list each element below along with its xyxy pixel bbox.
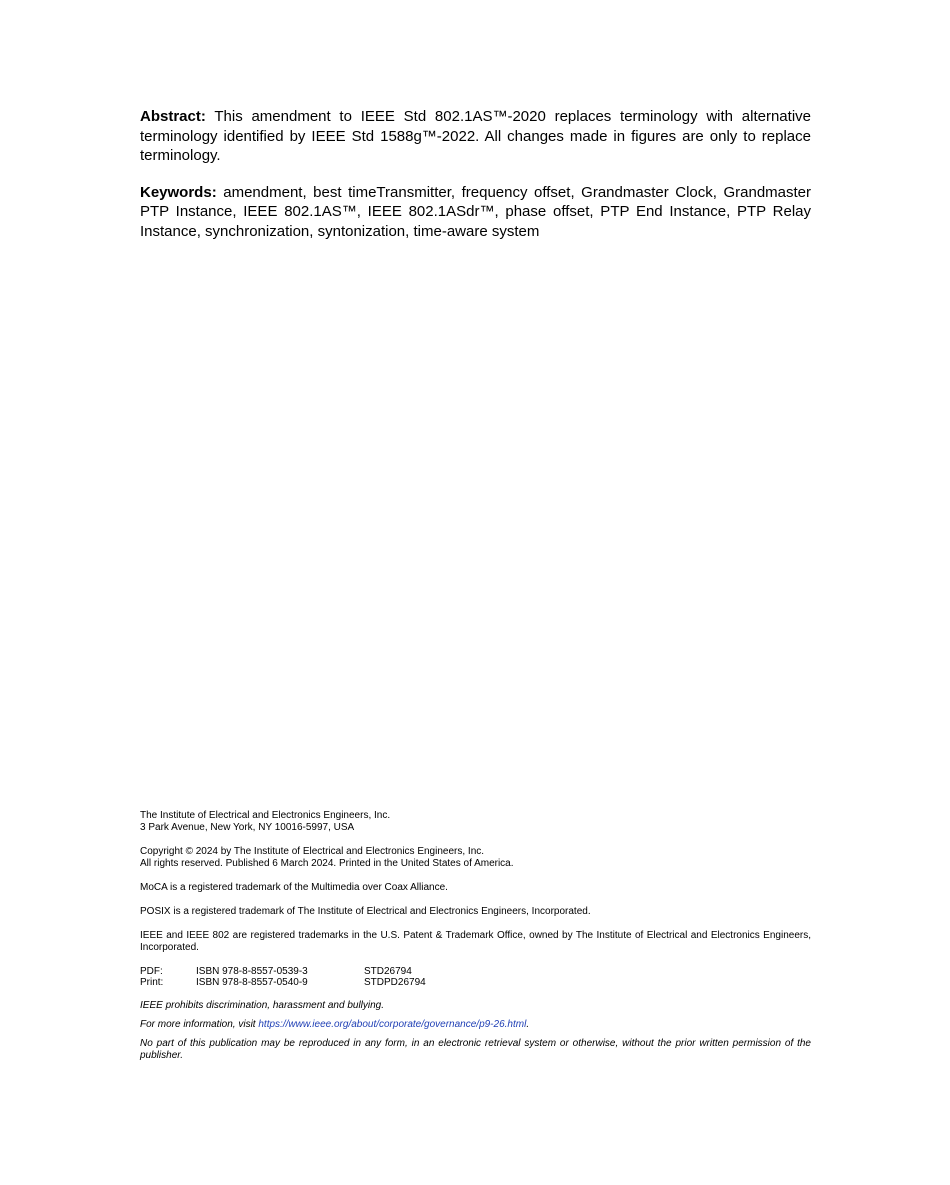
isbn-format: PDF: [140,966,163,977]
publisher-address: 3 Park Avenue, New York, NY 10016-5997, USA [140,822,355,833]
keywords-paragraph [140,183,811,242]
governance-link[interactable]: https://www.ieee.org/about/corporate/governance/p9-26.html [258,1019,527,1030]
legal-notices-section [140,810,811,1074]
abstract-label: Abstract: [140,108,206,125]
publisher-name: The Institute of Electrical and Electronics Engineers, Inc. [140,810,391,821]
trademark-ieee: IEEE and IEEE 802 are registered trademarks in the U.S. Patent & Trademark Office, owned by The Institute of Electrical and Electronics Engineers, Incorporated. [140,930,811,953]
isbn-std-number: STDPD26794 [364,977,426,988]
publisher-info [140,810,811,834]
reproduction-notice: No part of this publication may be reproduced in any form, in an electronic retrieval system or otherwise, without the prior written permission of the publisher. [140,1038,811,1061]
more-info-prefix: For more information, visit [140,1019,259,1030]
trademark-posix: POSIX is a registered trademark of The Institute of Electrical and Electronics Engineers, Incorporated. [140,906,591,917]
isbn-table [140,966,426,988]
keywords-label: Keywords: [140,183,217,201]
isbn-number: ISBN 978-8-8557-0540-9 [196,977,308,988]
trademark-moca: MoCA is a registered trademark of the Multimedia over Coax Alliance. [140,882,448,893]
isbn-number: ISBN 978-8-8557-0539-3 [196,966,308,977]
abstract-text: This amendment to IEEE Std 802.1AS™-2020 replaces terminology with alternative terminology identified by IEEE Std 1588g™-2022. All changes made in figures are only to replace terminology. [140,108,811,164]
isbn-std-number: STD26794 [364,966,412,977]
more-info-notice [140,1019,811,1031]
isbn-format: Print: [140,977,164,988]
more-info-suffix: . [526,1019,530,1030]
copyright-line-2: All rights reserved. Published 6 March 2024. Printed in the United States of America. [140,858,514,869]
keywords-text: amendment, best timeTransmitter, frequency offset, Grandmaster Clock, Grandmaster PTP Instance, IEEE 802.1AS™, IEEE 802.1ASdr™, phase offset, PTP End Instance, PTP Relay Instance, synchronization, syntonization, time-aware system [140,183,812,240]
abstract-section [140,107,811,241]
isbn-row-print [140,977,426,988]
discrimination-notice: IEEE prohibits discrimination, harassment and bullying. [140,1000,385,1011]
abstract-paragraph [140,107,811,166]
copyright-line-1: Copyright © 2024 by The Institute of Electrical and Electronics Engineers, Inc. [140,846,485,857]
isbn-row-pdf [140,966,426,977]
copyright-info [140,846,811,870]
